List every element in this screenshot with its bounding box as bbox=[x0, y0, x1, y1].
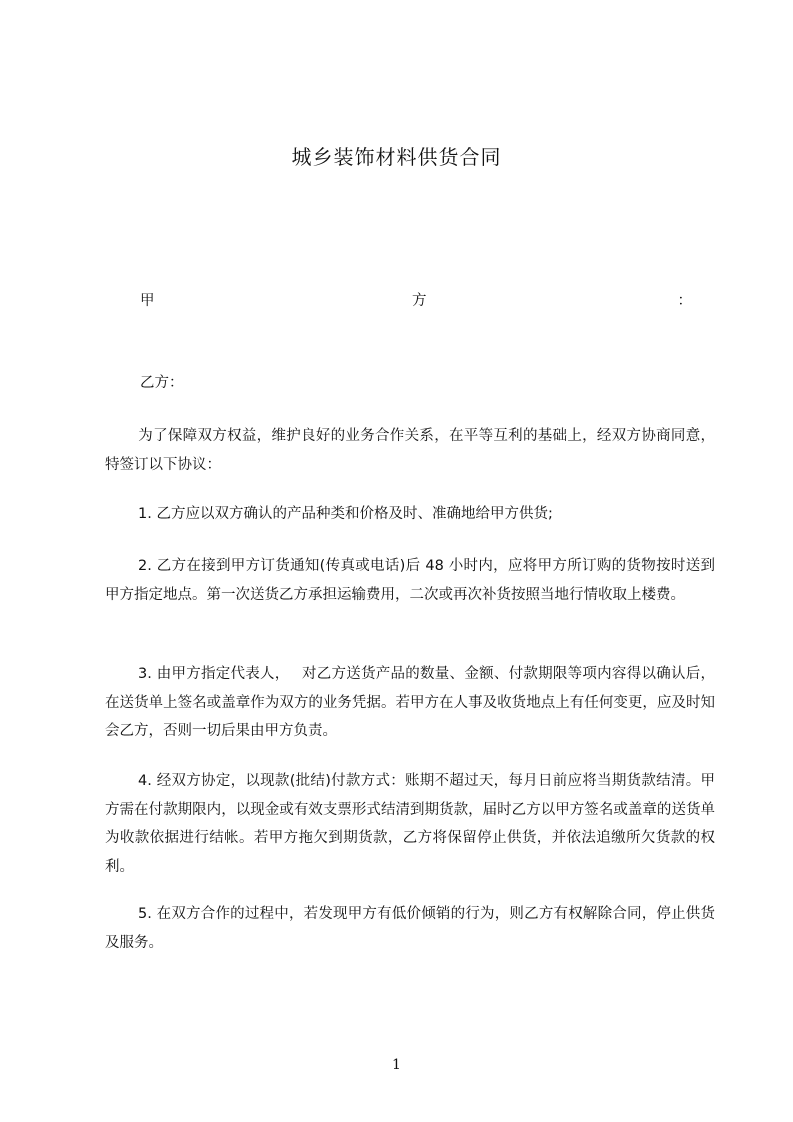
clause-2-text: 乙方在接到甲方订货通知(传真或电话)后 48 小时内，应将甲方所订购的货物按时送到甲方指定地点。第一次送货乙方承担运输费用，二次或再次补货按照当地行情收取上楼费。 bbox=[105, 558, 715, 603]
intro-text: 为了保障双方权益，维护良好的业务合作关系，在平等互利的基础上，经双方协商同意，特签订以下协议： bbox=[105, 428, 715, 473]
clause-4-number: 4. bbox=[138, 773, 152, 789]
clause-4-text: 经双方协定，以现款(批结)付款方式：账期不超过天，每月日前应将当期货款结清。甲方需在付款期限内，以现金或有效支票形式结清到期货款，届时乙方以甲方签名或盖章的送货单为收款依据进行结帐。若甲方拖欠到期货款，乙方将保留停止供货，并依法追缴所欠货款的权利。 bbox=[105, 773, 716, 875]
clause-1 bbox=[105, 500, 715, 529]
clause-5-text: 在双方合作的过程中，若发现甲方有低价倾销的行为，则乙方有权解除合同，停止供货及服务。 bbox=[105, 906, 716, 951]
clause-5 bbox=[105, 900, 715, 957]
clause-1-number: 1. bbox=[138, 506, 152, 522]
contract-title: 城乡装饰材料供货合同 bbox=[291, 145, 502, 169]
clause-2-number: 2. bbox=[138, 558, 152, 574]
party-a-char-1: 甲 bbox=[140, 293, 155, 309]
party-a-char-2: 方 bbox=[412, 293, 427, 309]
party-b-line: 乙方： bbox=[140, 375, 184, 391]
party-a-line bbox=[140, 288, 692, 314]
clause-5-number: 5. bbox=[138, 906, 152, 922]
party-a-colon: ： bbox=[677, 293, 692, 309]
clause-3-number: 3. bbox=[138, 666, 152, 682]
clause-3 bbox=[105, 660, 715, 746]
clause-1-text: 乙方应以双方确认的产品种类和价格及时、准确地给甲方供货; bbox=[156, 506, 553, 522]
intro-paragraph bbox=[105, 422, 715, 479]
page-number: 1 bbox=[392, 1057, 401, 1073]
clause-4 bbox=[105, 767, 715, 881]
clause-3-text: 由甲方指定代表人， 对乙方送货产品的数量、金额、付款期限等项内容得以确认后，在送货单上签名或盖章作为双方的业务凭据。若甲方在人事及收货地点上有任何变更，应及时知会乙方，否则一切后果由甲方负责。 bbox=[105, 666, 716, 739]
clause-2 bbox=[105, 552, 715, 609]
